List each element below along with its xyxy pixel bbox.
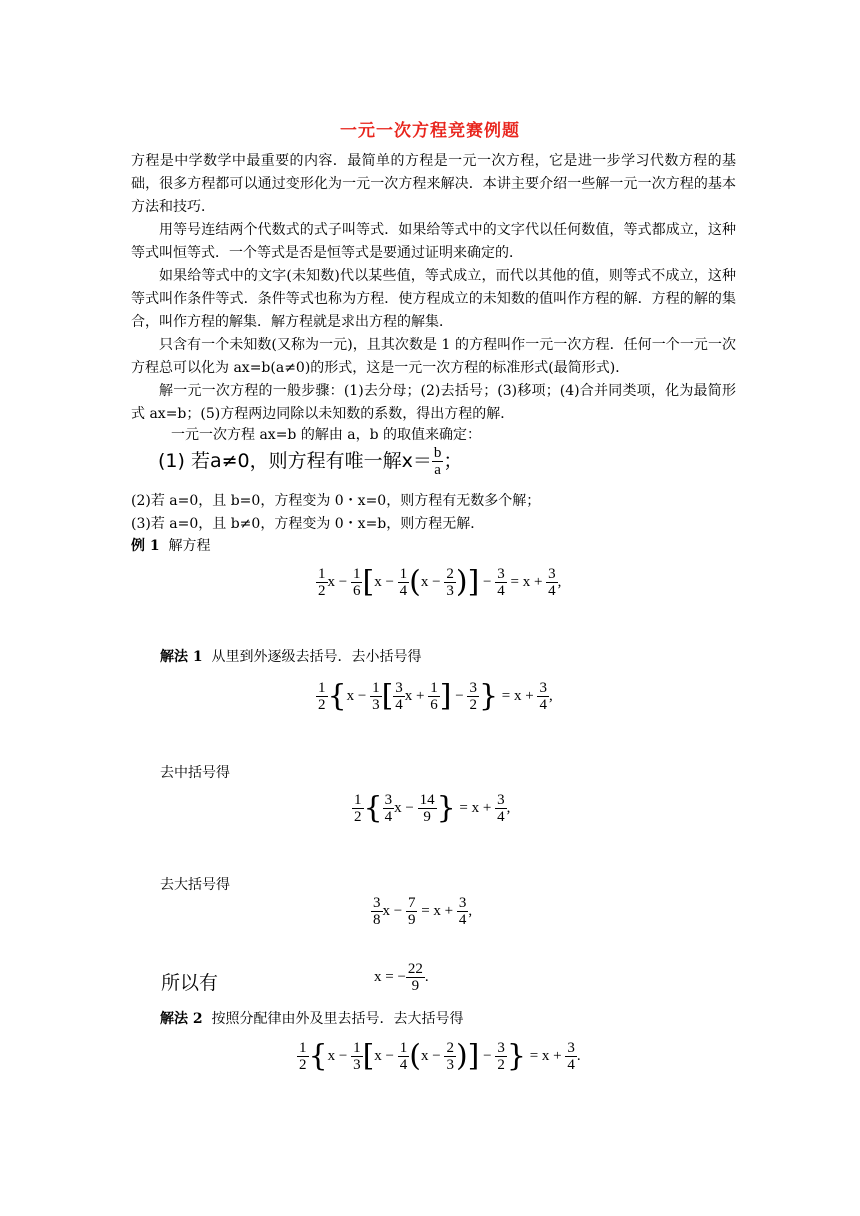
- method-1-heading: [160, 646, 422, 669]
- case-1-prefix: (1) 若a≠0，则方程有唯一解x＝: [158, 450, 432, 472]
- equation-1: $\frac{1}{2}$ x − $\frac{1}{6}$ [x − $\frac{1}{4}$ (x − $\frac{2}{3}$ )] − $\frac{3}{4}$ = x + $\frac{3}{4}$ ,: [318, 564, 562, 600]
- so-label: 所以有: [161, 972, 219, 994]
- page-title: 一元一次方程竞赛例题: [340, 121, 520, 141]
- intro-paragraph: 方程是中学数学中最重要的内容．最简单的方程是一元一次方程，它是进一步学习代数方程的基础，很多方程都可以通过变形化为一元一次方程来解决．本讲主要介绍一些解一元一次方程的基本方法和技巧．: [131, 153, 736, 215]
- case-1-fraction: $\frac{b}{a}$: [433, 445, 442, 478]
- method-1-label: 解法 1: [160, 649, 203, 665]
- case-3-text: (3)若 a=0，且 b≠0，方程变为 0・x=b，则方程无解．: [131, 516, 485, 532]
- case-1-formula: [158, 445, 462, 478]
- method-1-text: 从里到外逐级去括号．去小括号得: [211, 649, 422, 665]
- step-big-bracket: 去大括号得: [160, 877, 230, 893]
- equation-5: $\frac{1}{2}$ {x − $\frac{1}{3}$ [x − $\frac{1}{4}$ (x − $\frac{2}{3}$ )] − $\frac{3}{2}$ } = x + $\frac{3}{4}$ .: [299, 1038, 581, 1074]
- equation-result: x = − $\frac{22}{9}$ .: [374, 961, 429, 994]
- identity-paragraph: 用等号连结两个代数式的式子叫等式．如果给等式中的文字代以任何数值，等式都成立，这种等式叫恒等式．一个等式是否是恒等式是要通过证明来确定的．: [131, 222, 736, 261]
- case-1-suffix: ；: [443, 450, 463, 472]
- solution-intro: 一元一次方程 ax=b 的解由 a，b 的取值来确定：: [171, 427, 482, 443]
- step-mid-bracket: 去中括号得: [160, 765, 230, 781]
- solving-steps-paragraph: 解一元一次方程的一般步骤：(1)去分母；(2)去括号；(3)移项；(4)合并同类项，化为最简形式 ax=b；(5)方程两边同除以未知数的系数，得出方程的解．: [131, 383, 736, 422]
- equation-3: $\frac{1}{2}$ { $\frac{3}{4}$ x − $\frac{14}{9}$ } = x + $\frac{3}{4}$ ,: [354, 790, 511, 826]
- method-2-text: 按照分配律由外及里去括号．去大括号得: [211, 1011, 464, 1027]
- example-1-text: 解方程: [168, 538, 211, 554]
- conditional-equation-paragraph: 如果给等式中的文字(未知数)代以某些值，等式成立，而代以其他的值，则等式不成立，这种等式叫作条件等式．条件等式也称为方程．使方程成立的未知数的值叫作方程的解．方程的解的集合，叫作方程的解集．解方程就是求出方程的解集．: [131, 268, 736, 330]
- example-1-heading: [131, 535, 211, 558]
- example-1-label: 例 1: [131, 538, 160, 554]
- method-2-label: 解法 2: [160, 1011, 203, 1027]
- method-2-heading: [160, 1008, 464, 1031]
- equation-2: $\frac{1}{2}$ {x − $\frac{1}{3}$ [ $\frac{3}{4}$ x + $\frac{1}{6}$ ] − $\frac{3}{2}$ } = x + $\frac{3}{4}$ ,: [318, 678, 553, 714]
- equation-4: $\frac{3}{8}$ x − $\frac{7}{9}$ = x + $\frac{3}{4}$ ,: [373, 895, 473, 928]
- case-2-text: (2)若 a=0，且 b=0，方程变为 0・x=0，则方程有无数多个解；: [131, 493, 541, 509]
- linear-equation-paragraph: 只含有一个未知数(又称为一元)，且其次数是 1 的方程叫作一元一次方程．任何一个一元一次方程总可以化为 ax=b(a≠0)的形式，这是一元一次方程的标准形式(最简形式)．: [131, 337, 736, 376]
